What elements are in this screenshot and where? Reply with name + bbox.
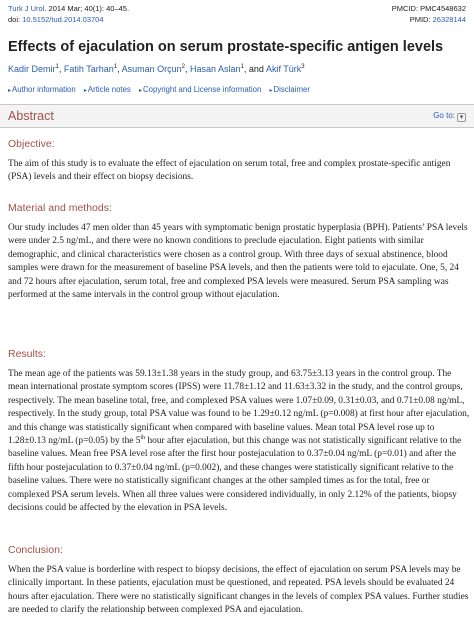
chevron-down-icon[interactable]: ▾	[457, 113, 466, 122]
abstract-heading: Abstract	[8, 109, 54, 123]
results-heading: Results:	[8, 348, 46, 360]
goto-menu[interactable]	[433, 111, 466, 122]
journal-link[interactable]: Turk J Urol	[8, 4, 45, 13]
copyright-license-link[interactable]: Copyright and License information	[143, 85, 262, 94]
results-text-part: The mean age of the patients was 59.13±1.38 years in the study group, and 63.75±3.13 years in the control group. The mean international prostate symptom scores (IPSS) were 11.78±1.12 and 11.63±3.32 in the study, and the control groups, respectively. The mean baseline total, free, and complexed PSA values were 1.07±0.09, 0.31±0.03, and 0.71±0.08 ng/mL, respectively. In the study group, total PSA value was found to be 1.29±0.12 ng/mL (p=0.008) at first hour after ejaculation, and this change was statistically significant when compared with baseline values. Mean total PSA level rose up to 1.28±0.13 ng/mL (p=0.05) by the 5	[8, 369, 470, 447]
authors-and: and	[248, 64, 264, 74]
author-information-link[interactable]: Author information	[12, 85, 76, 94]
objective-heading: Objective:	[8, 138, 55, 150]
pmid-label: PMID:	[409, 15, 433, 24]
pmcid-label: PMCID:	[391, 4, 421, 13]
doi-link[interactable]: 10.5152/tud.2014.03704	[22, 15, 104, 24]
disclaimer-link[interactable]: Disclaimer	[273, 85, 310, 94]
article-notes-link[interactable]: Article notes	[87, 85, 131, 94]
caret-right-icon: ▸	[139, 88, 143, 94]
doi-label: doi:	[8, 15, 23, 24]
author-link[interactable]: Kadir Demir	[8, 64, 56, 74]
conclusion-text: When the PSA value is borderline with respect to biopsy decisions, the effect of ejaculation on serum PSA levels may be clinically important. In these patients, ejaculation must be questioned, and repeated. PSA levels should be evaluated 24 hours after ejaculation. There were no statistically significant changes in the levels of complex PSA values. Further studies are needed to clarify the relationship between complexed PSA and ejaculation.	[8, 565, 469, 616]
identifiers	[392, 3, 466, 25]
article-title: Effects of ejaculation on serum prostate-specific antigen levels	[8, 39, 444, 55]
citation-info	[8, 3, 129, 25]
conclusion-heading: Conclusion:	[8, 544, 63, 556]
affiliation-marker[interactable]: 1	[240, 64, 244, 70]
methods-heading: Material and methods:	[8, 202, 112, 214]
author-list: Kadir Demir$^1$, Fatih Tarhan$^1$, Asuman Orçun$^2$, Hasan Aslan$^1$, and Akif Türk$^3$	[8, 64, 305, 74]
methods-text: Our study includes 47 men older than 45 years with symptomatic benign prostatic hyperplasia (BPH). Patients’ PSA levels were under 2.5 ng/mL, and there were no known conditions to preclude ejaculation. Eight patients with similar demographic, and clinical characteristics were chosen as a control group. With three days of sexual abstinence, blood samples were drawn for the measurement of baseline PSA levels, and then the patients were told to ejaculate. One, 5, 24 and 72 hours after ejaculation, serum total, free and complexed PSA levels were measured. Serum PSA sampling was performed at the same intervals in the control group without ejaculation.	[8, 223, 468, 301]
results-text-part: hour after ejaculation, but this change was not statistically significant relative to the baseline values. Mean free PSA level rose after the first hour postejaculation to 0.37±0.04 ng/mL (p=0.01) and after the fifth hour postejaculation to 0.37±0.04 ng/mL (p=0.002), and these changes were statistically significant relative to the baseline values. There were no statistically significant changes at the other sampled times as for the total, free or complexed PSA serum levels. When all three values were considered individually, in only 2.12% of the patients, biopsy decisions could be affected by the elevation in PSA levels.	[8, 436, 462, 514]
caret-right-icon: ▸	[83, 88, 87, 94]
ordinal-suffix: th	[140, 434, 146, 441]
goto-label[interactable]: Go to:	[433, 111, 455, 120]
objective-text: The aim of this study is to evaluate the effect of ejaculation on serum total, free and complex prostate-specific antigen (PSA) levels and their effect on biopsy decisions.	[8, 159, 451, 183]
affiliation-marker[interactable]: 3	[301, 64, 305, 70]
caret-right-icon: ▸	[269, 88, 273, 94]
affiliation-marker[interactable]: 1	[55, 64, 59, 70]
author-link[interactable]: Fatih Tarhan	[63, 64, 114, 74]
affiliation-marker[interactable]: 2	[181, 64, 185, 70]
caret-right-icon: ▸	[8, 88, 12, 94]
abstract-header-bar	[0, 104, 474, 128]
author-link[interactable]: Hasan Aslan	[190, 64, 241, 74]
affiliation-marker[interactable]: 1	[113, 64, 118, 70]
pmcid-value: PMC4548632	[420, 4, 466, 13]
results-text	[8, 368, 470, 515]
author-link[interactable]: Asuman Orçun	[121, 64, 182, 74]
article-info-links	[8, 85, 310, 94]
author-link[interactable]: Akif Türk	[265, 64, 302, 74]
pmid-link[interactable]: 26328144	[432, 15, 466, 24]
citation-text: . 2014 Mar; 40(1): 40–45.	[44, 4, 130, 13]
